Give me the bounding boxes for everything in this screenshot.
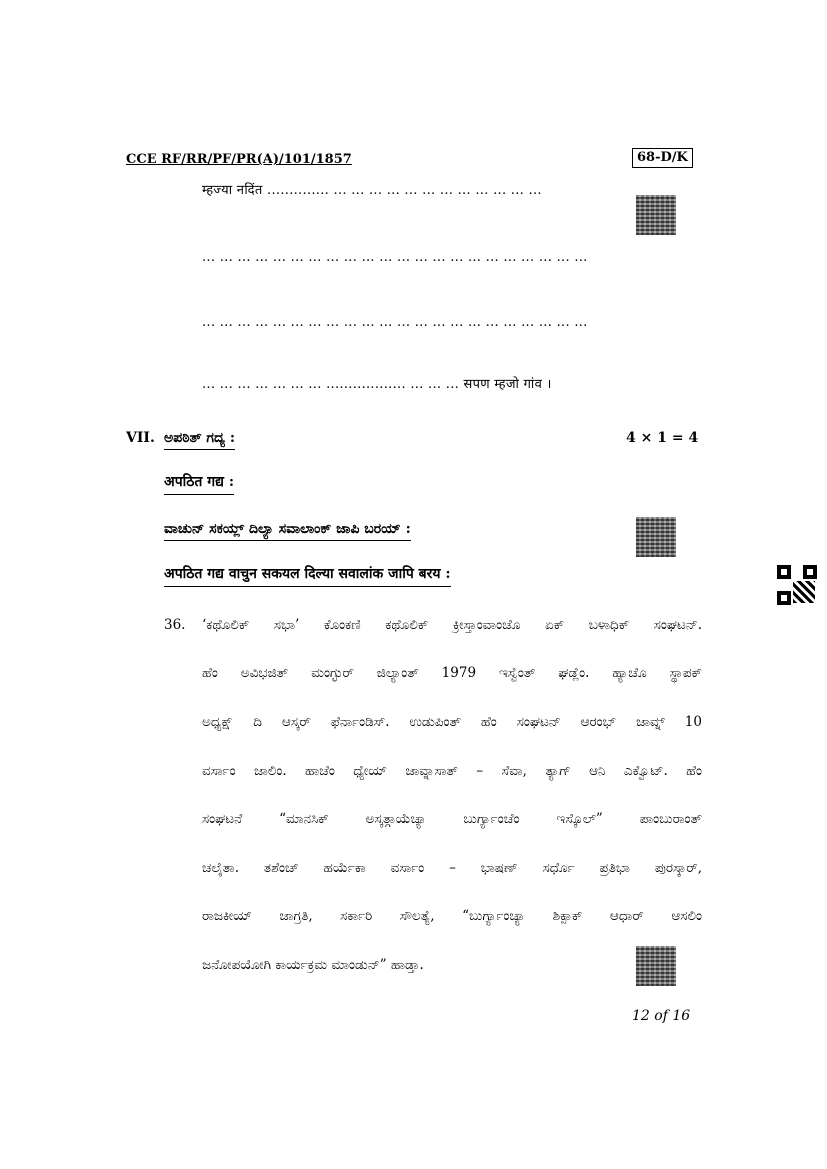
section-title-kannada: ಅಪಠಿತ್ ಗದ್ಯ : — [164, 430, 235, 450]
instruction-kannada: ವಾಚುನ್ ಸಕಯ್ಲ್ ದಿಲ್ಯಾ ಸವಾಲಾಂಕ್ ಜಾಪಿ ಬರಯ್ : — [164, 521, 411, 541]
poem-line: ... ... ... ... ... ... ... ... ... ... ... ... ... ... ... ... ... ... ... ... ... ... — [202, 315, 588, 330]
paper-code-box: 68-D/K — [632, 148, 693, 168]
question-number: 36. — [164, 617, 186, 633]
section-number: VII. — [126, 430, 155, 446]
paragraph-line: ಜನೋಪಯೋಗಿ ಕಾರ್ಯಕ್ರಮ ಮಾಂಡುನ್” ಹಾಡ್ತಾ. — [202, 957, 424, 973]
section-title-devanagari: अपठित गद्य : — [164, 472, 234, 495]
poem-line: ... ... ... ... ... ... ... .................. ... ... ... सपण म्हजो गांव । — [202, 377, 552, 392]
side-qr-code-icon — [777, 565, 817, 605]
paragraph-line: ಸಂಘಟನೆ “ಮಾನಸಿಕ್ ಅಸ್ಕತ್ಗಾಯೆಚ್ಯಾ ಬುರ್ಗ್ಯಾಂಚೆಂ ಇಸ್ಕೊಲ್” ಪಾಂಬುರಾಂತ್ — [202, 811, 702, 827]
qr-code-icon — [636, 946, 676, 986]
paragraph-line: ಚಲೈತಾ. ತಶೆಂಚ್ ಹರ್ಯೆಕಾ ವರ್ಸಾಂ – ಭಾಷಣ್ ಸರ್ಧೊ ಪ್ರತಿಭಾ ಪುರಸ್ಕಾರ್, — [202, 860, 702, 876]
page-number: 12 of 16 — [632, 1008, 691, 1024]
instruction-devanagari: अपठित गद्य वाचुन सकयल दिल्या सवालांक जापि बरय : — [164, 564, 451, 587]
paragraph-line: ರಾಜಕೀಯ್ ಜಾಗ್ರತಿ, ಸರ್ಕಾರಿ ಸೌಲತ್ಯೆ, “ಬುರ್ಗ್ಯಾಂಚ್ಯಾ ಶಿಕ್ಪಾಕ್ ಆಧಾರ್ ಆಸಲಿಂ — [202, 908, 702, 924]
section-marks: 4 × 1 = 4 — [626, 430, 699, 446]
qr-code-icon — [636, 195, 676, 235]
paragraph-line: ಹೆಂ ಅವಿಭಜಿತ್ ಮಂಗ್ಳುರ್ ಜಿಲ್ಯಾಂತ್ 1979 ಇಸ್ವೆಂತ್ ಘಡ್ಲೆಂ. ಹ್ಯಾಚೊ ಸ್ಥಾಪಕ್ — [202, 665, 702, 681]
poem-line: म्हज्या नदिंत .............. ... ... ... ... ... ... ... ... ... ... ... ... — [202, 183, 542, 198]
paragraph-line: ವರ್ಸಾಂ ಜಾಲಿಂ. ಹಾಚೆಂ ಧ್ಯೇಯ್ ಜಾವ್ನಾಸಾತ್ – ಸೆವಾ, ತ್ಯಾಗ್ ಆನಿ ಎಕ್ವೊಟ್. ಹೆಂ — [202, 763, 702, 779]
exam-code: CCE RF/RR/PF/PR(A)/101/1857 — [126, 152, 352, 167]
paragraph-line: ‘ಕಥೊಲಿಕ್ ಸಭಾ’ ಕೊಂಕಣಿ ಕಥೊಲಿಕ್ ಕ್ರೀಸ್ತಾಂವಾಂಚೊ ಏಕ್ ಬಳಾಧಿಕ್ ಸಂಘಟನ್. — [202, 617, 702, 633]
paragraph-line: ಅಧ್ಯಕ್ಷ್ ದಿ ಆಸ್ಕರ್ ಫೆರ್ನಾಂಡಿಸ್. ಉಡುಪಿಂತ್ ಹೆಂ ಸಂಘಟನ್ ಆರಂಭ್ ಜಾವ್ನ್ 10 — [202, 714, 702, 730]
qr-code-icon — [636, 517, 676, 557]
poem-line: ... ... ... ... ... ... ... ... ... ... ... ... ... ... ... ... ... ... ... ... ... ... — [202, 250, 588, 265]
